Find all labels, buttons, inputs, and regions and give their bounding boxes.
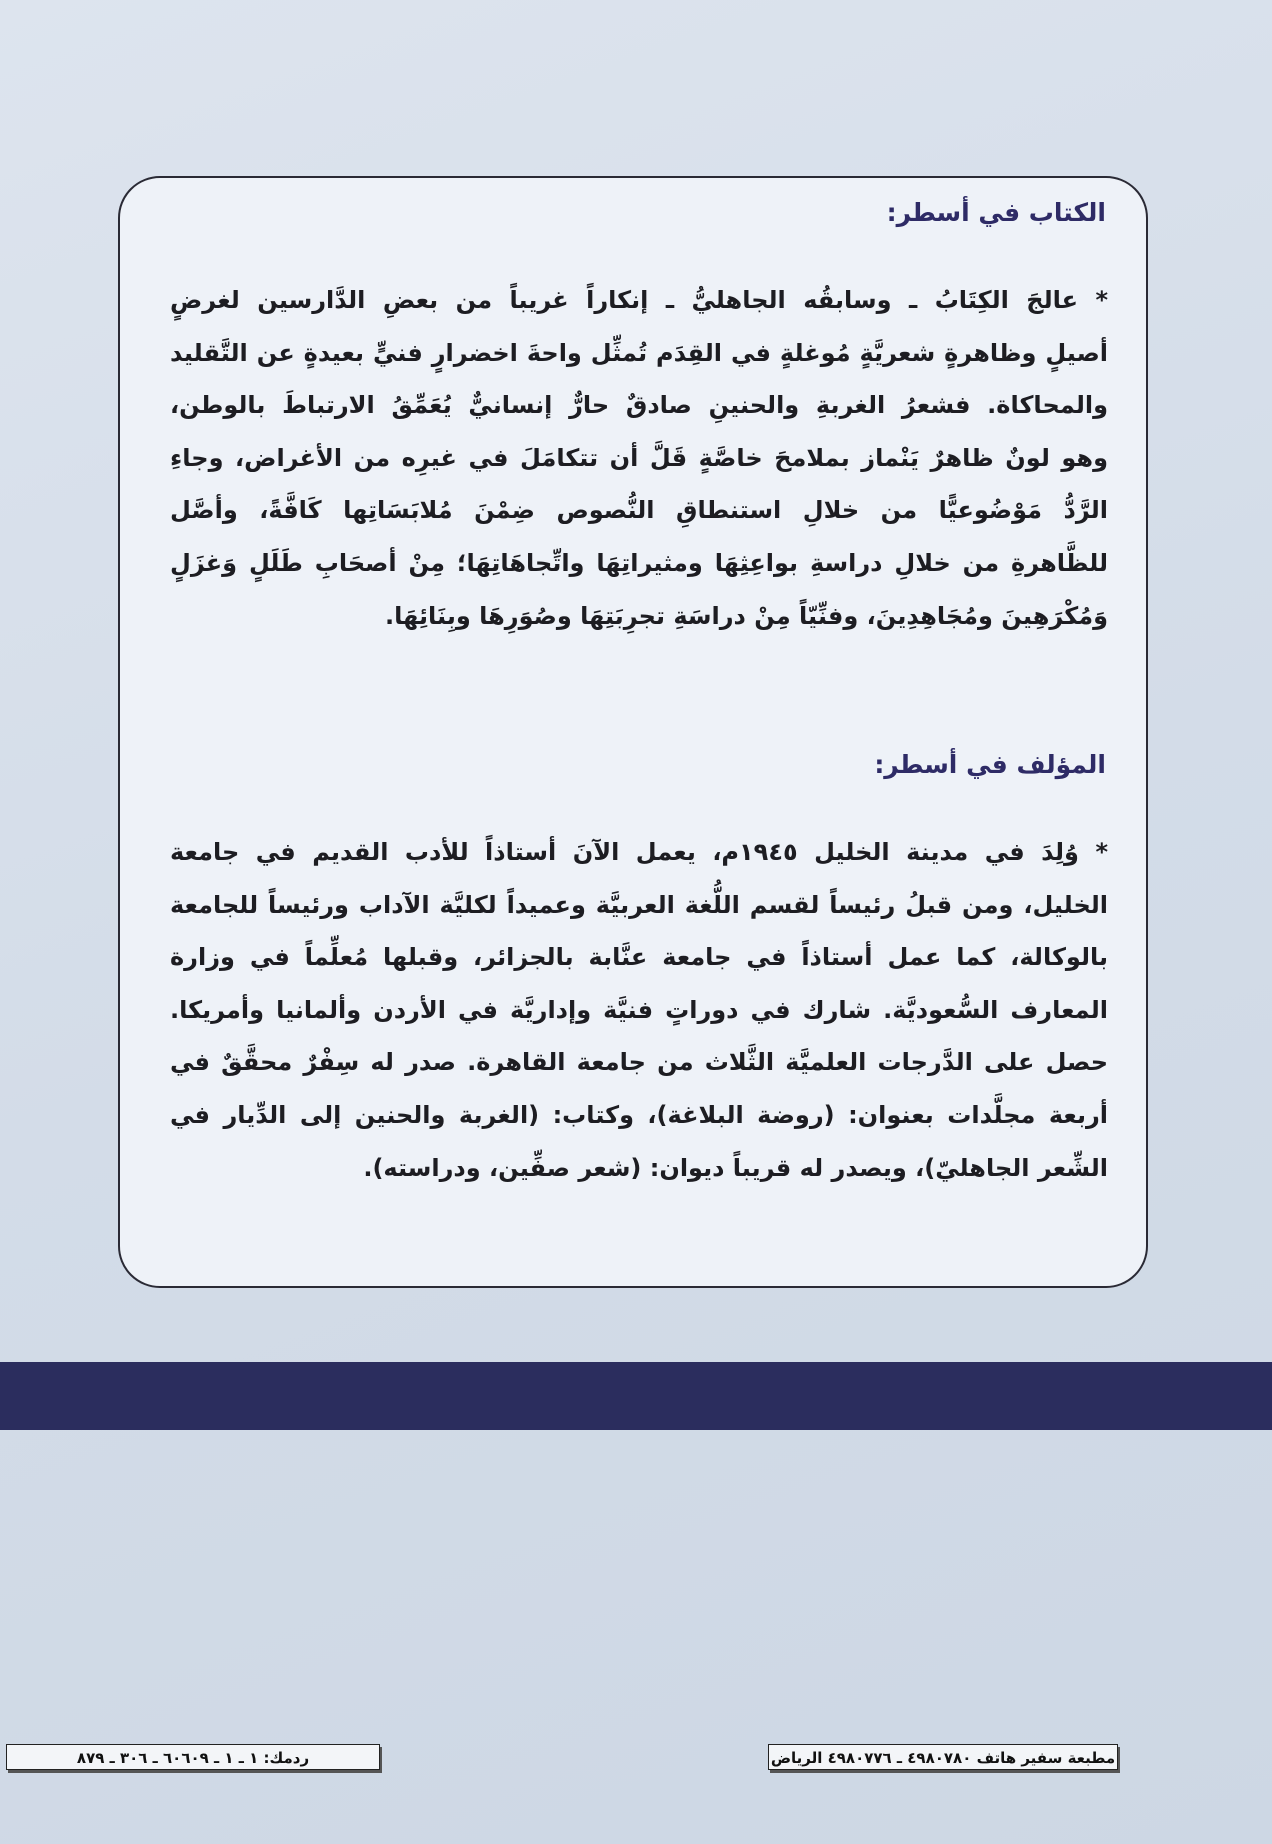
text-line: والمحاكاة. فشعرُ الغربةِ والحنينِ صادقٌ حارٌّ إنسانيٌّ يُعَمِّقُ الارتباطَ بالوطن، <box>170 391 1108 420</box>
decorative-band <box>0 1362 1272 1430</box>
text-line: أربعة مجلَّدات بعنوان: (روضة البلاغة)، وكتاب: (الغربة والحنين إلى الدِّيار في <box>170 1100 1108 1129</box>
text-line: وهو لونٌ ظاهرٌ يَنْماز بملامحَ خاصَّةٍ قَلَّ أن تتكامَلَ في غيرِه من الأغراض، وجاءِ <box>170 443 1108 472</box>
printer-label: مطبعة سفير هاتف ٤٩٨٠٧٨٠ ـ ٤٩٨٠٧٧٦ الرياض <box>768 1744 1118 1770</box>
text-line: للظَّاهرةِ من خلالِ دراسةِ بواعِثِهَا ومثيراتِهَا واتِّجاهَاتِهَا؛ مِنْ أصحَابِ طَلَلٍ وَغزَلٍ <box>170 548 1108 577</box>
book-heading: الكتاب في أسطر: <box>886 198 1106 227</box>
text-line: * عالجَ الكِتَابُ ـ وسابقُه الجاهليُّ ـ إنكاراً غريباً من بعضِ الدَّارسين لغرضٍ <box>170 286 1108 314</box>
text-line: وَمُكْرَهِينَ ومُجَاهِدِينَ، وفنِّيّاً مِنْ دراسَةِ تجرِبَتِهَا وصُوَرِهَا وبِنَائِهَا. <box>385 601 1108 630</box>
blurb-card <box>118 176 1148 1288</box>
author-heading: المؤلف في أسطر: <box>874 750 1106 779</box>
book-description <box>170 274 1108 642</box>
text-line: حصل على الدَّرجات العلميَّة الثَّلاث من جامعة القاهرة. صدر له سِفْرٌ محقَّقٌ في <box>170 1048 1108 1077</box>
text-line: الرَّدُّ مَوْضُوعيًّا من خلالِ استنطاقِ النُّصوص ضِمْنَ مُلابَسَاتِها كَافَّةً، وأصَّل <box>170 496 1108 525</box>
text-line: الخليل، ومن قبلُ رئيساً لقسم اللُّغة العربيَّة وعميداً لكليَّة الآداب ورئيساً للجامعة <box>170 890 1108 919</box>
isbn-label: ردمك: ١ ـ ١ ـ ٦٠٦٠٩ ـ ٣٠٦ ـ ٨٧٩ <box>6 1744 380 1770</box>
text-line: الشِّعر الجاهليّ)، ويصدر له قريباً ديوان: (شعر صفِّين، ودراسته). <box>363 1153 1108 1182</box>
text-line: المعارف السُّعوديَّة. شارك في دوراتٍ فنيَّة وإداريَّة في الأردن وألمانيا وأمريكا. <box>170 995 1108 1024</box>
author-bio <box>170 826 1108 1194</box>
text-line: أصيلٍ وظاهرةٍ شعريَّةٍ مُوغلةٍ في القِدَم تُمثِّل واحةَ اخضرارٍ فنيٍّ بعيدةٍ عن التَّقليد <box>170 338 1108 367</box>
text-line: بالوكالة، كما عمل أستاذاً في جامعة عنَّابة بالجزائر، وقبلها مُعلِّماً في وزارة <box>170 943 1108 972</box>
text-line: * وُلِدَ في مدينة الخليل ١٩٤٥م، يعمل الآنَ أستاذاً للأدب القديم في جامعة <box>170 838 1108 866</box>
